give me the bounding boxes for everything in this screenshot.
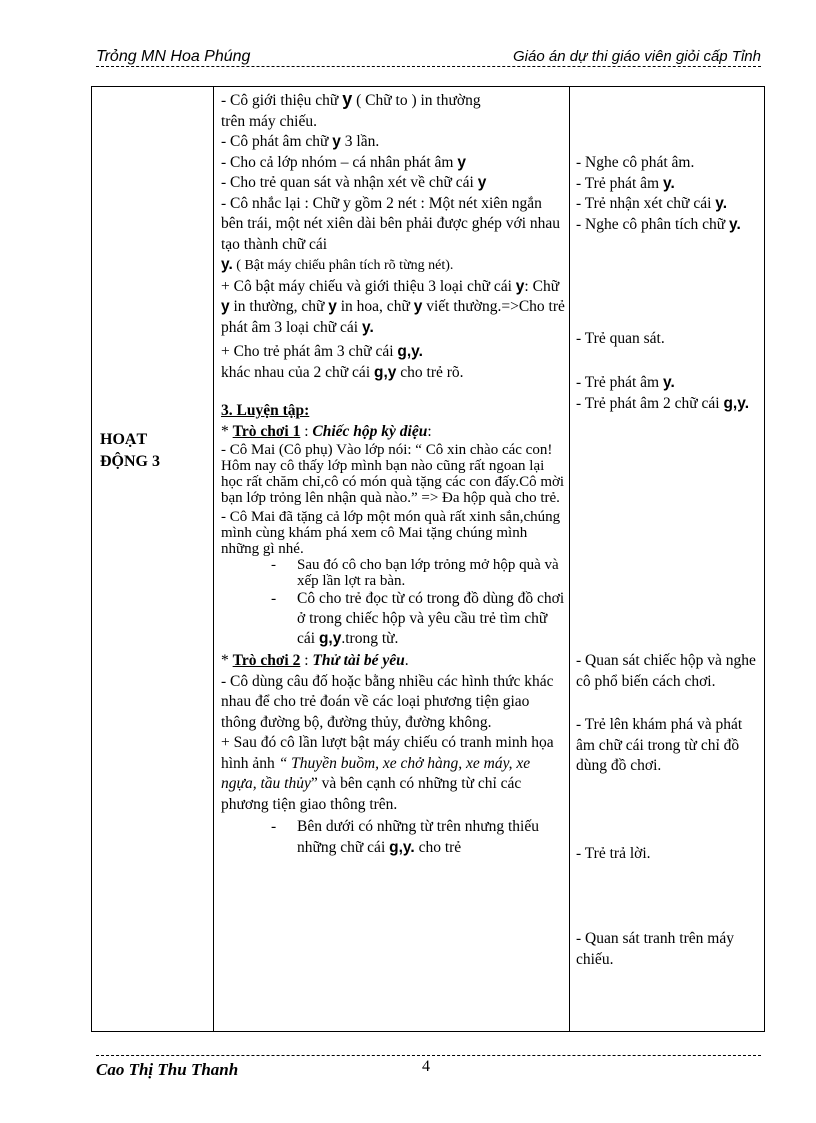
- child-item: - Trẻ quan sát.: [576, 330, 665, 347]
- child-item: - Trẻ phát âm y. - Trẻ phát âm 2 chữ cái g,y.: [576, 374, 750, 412]
- child-item: - Quan sát chiếc hộp và nghe cô phổ biến cách chơi.: [576, 652, 756, 690]
- header-school: Trỏng MN Hoa Phúng: [96, 48, 251, 65]
- game2-title: * Trò chơi 2 : Thử tài bé yêu.: [221, 652, 409, 669]
- header-divider: [96, 66, 761, 67]
- child-item: - Nghe cô phát âm. - Trẻ phát âm y. - Trẻ nhận xét chữ cái y. - Nghe cô phân tích chữ y.: [576, 154, 741, 233]
- para-pronounce: - Cô phát âm chữ y 3 lần.: [221, 133, 380, 150]
- child-item: - Trẻ lên khám phá và phát âm chữ cái trong từ chỉ đồ dùng đồ chơi.: [576, 716, 743, 774]
- game1-text: - Cô Mai (Cô phụ) Vào lớp nói: “ Cô xin chào các con! Hôm nay cô thấy lớp mình bạn nào cũng rất ngoan lại học rất chăm chỉ,cô có món quà tặng các con đấy.Cô mời bạn lớp trỏng lên nhận quà nào.” => Đa hộp quà cho trẻ.: [221, 442, 565, 506]
- para-strokes: - Cô nhắc lại : Chữ y gồm 2 nét : Một nét xiên ngắn bên trái, một nét xiên dài bên phải được ghép với nhau tạo thành chữ cái y. ( Bật máy chiếu phân tích rõ từng nét).: [221, 194, 561, 273]
- page-header: [96, 48, 761, 70]
- footer-divider: [96, 1055, 761, 1056]
- page-number: 4: [422, 1058, 430, 1075]
- header-title: Giáo án dự thi giáo viên giỏi cấp Tỉnh: [513, 48, 761, 65]
- column-divider-2: [569, 87, 570, 1031]
- para-intro: - Cô giới thiệu chữ y ( Chữ to ) in thường trên máy chiếu.: [221, 89, 481, 130]
- game2-text: - Cô dùng câu đố hoặc bằng nhiều các hình thức khác nhau để cho trẻ đoán về các loại phương tiện giao thông đường bộ, đường thủy, đường không.: [221, 672, 554, 731]
- para-group: - Cho cả lớp nhóm – cá nhân phát âm y: [221, 153, 466, 171]
- child-item: - Quan sát tranh trên máy chiếu.: [576, 930, 734, 968]
- child-item: - Trẻ trả lời.: [576, 845, 651, 862]
- lesson-table: [91, 86, 765, 1032]
- para-observe: - Cho trẻ quan sát và nhận xét về chữ cái y: [221, 174, 487, 191]
- activity-label: HOẠT ĐỘNG 3: [100, 431, 160, 470]
- para-gy: + Cho trẻ phát âm 3 chữ cái g,y. khác nhau của 2 chữ cái g,y cho trẻ rõ.: [221, 343, 464, 381]
- game1-text2: - Cô Mai đã tặng cả lớp một món quà rất xinh sắn,chúng mình cùng khám phá xem cô Mai tặng chúng mình những gì nhé.: [221, 509, 561, 557]
- section-practice: 3. Luyện tập:: [221, 402, 310, 419]
- column-divider-1: [213, 87, 214, 1031]
- teacher-activities: [221, 89, 567, 858]
- game1-title: * Trò chơi 1 : Chiếc hộp kỳ diệu:: [221, 422, 432, 440]
- game1-bullet2: - Cô cho trẻ đọc từ có trong đồ dùng đồ chơi ở trong chiếc hộp và yêu cầu trẻ tìm chữ cái g,y.trong từ.: [271, 590, 565, 647]
- game2-bullet: - Bên dưới có những từ trên nhưng thiếu những chữ cái g,y. cho trẻ: [271, 818, 539, 856]
- game2-para: + Sau đó cô lần lượt bật máy chiếu có tranh minh họa hình ảnh “ Thuyền buồm, xe chở hàng, xe máy, xe ngựa, tầu thủy” và bên cạnh có những từ chỉ các phương tiện giao thông trên.: [221, 734, 554, 813]
- game1-bullet1: - Sau đó cô cho bạn lớp trỏng mở hộp quà và xếp lần lợt ra bàn.: [271, 557, 559, 589]
- footer-author: Cao Thị Thu Thanh: [96, 1060, 239, 1079]
- para-three-types: + Cô bật máy chiếu và giới thiệu 3 loại chữ cái y: Chữ y in thường, chữ y in hoa, chữ y viết thường.=>Cho trẻ phát âm 3 loại chữ cái y.: [221, 277, 565, 336]
